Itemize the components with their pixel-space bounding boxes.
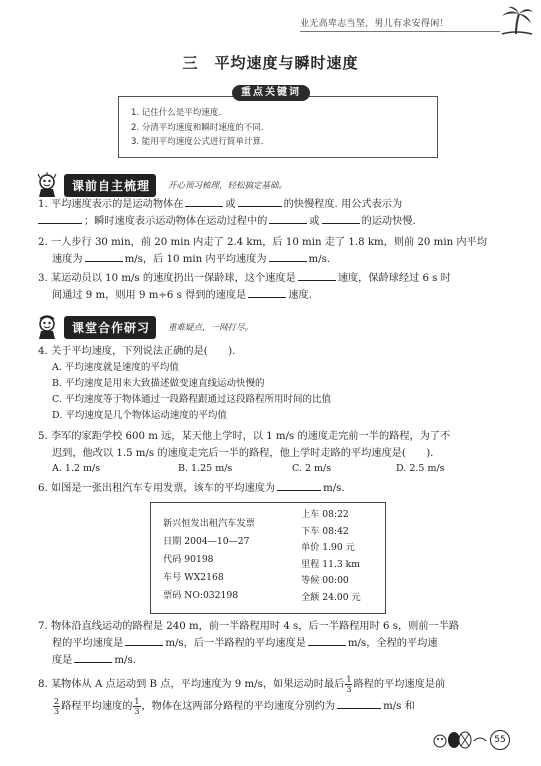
- q8-text: 路程平均速度的: [61, 701, 133, 712]
- fraction-denominator: 3: [134, 706, 140, 716]
- invoice-line: 新兴恒发出租汽车发票: [163, 518, 255, 529]
- answer-blank[interactable]: [85, 251, 123, 262]
- q2-text: 2. 一人步行 30 min，前 20 min 内走了 2.4 km，后 10 min 走了 1.8 km，则前 20 min 内平均: [38, 237, 487, 248]
- q1-text: 或: [225, 199, 236, 210]
- caterpillar-icon: [432, 727, 488, 751]
- section-title-practice: 课堂合作研习: [64, 316, 156, 339]
- question-6: [38, 480, 518, 497]
- answer-blank[interactable]: [125, 635, 163, 646]
- q8-text: ，物体在这两部分路程的平均速度分别约为: [141, 701, 336, 712]
- answer-blank[interactable]: [322, 213, 360, 224]
- q8-text: 8. 某物体从 A 点运动到 B 点，平均速度为 9 m/s，如果运动时最后: [38, 679, 345, 690]
- q1-text: 的快慢程度. 用公式表示为: [283, 199, 403, 210]
- section-title-preview: 课前自主梳理: [64, 174, 156, 197]
- header-slogan: 业无高卑志当坚，男儿有求安得闲！: [300, 19, 449, 29]
- section-header-preview: [34, 172, 287, 198]
- mascot-icon: [34, 314, 60, 340]
- page-title: 三 平均速度与瞬时速度: [182, 54, 359, 72]
- invoice-line: 车号 WX2168: [163, 572, 224, 583]
- invoice-line: 票码 NO:032198: [163, 590, 239, 601]
- answer-blank[interactable]: [238, 196, 282, 207]
- fraction-numerator: 1: [346, 674, 352, 684]
- answer-blank[interactable]: [38, 213, 82, 224]
- q3-text: 速度.: [288, 290, 312, 301]
- section-note-preview: 开心预习梳理，轻松搞定基础。: [168, 181, 288, 191]
- q4-option-c[interactable]: C. 平均速度等于物体通过一段路程跟通过这段路程所用时间的比值: [52, 394, 331, 405]
- fraction: [53, 697, 60, 716]
- fraction-numerator: 2: [54, 696, 60, 706]
- q3-text: 间通过 9 m，则用 9 m÷6 s 得到的速度是: [52, 290, 247, 301]
- invoice-line: 下车 08:42: [301, 525, 349, 537]
- section-header-practice: [34, 314, 253, 340]
- q6-text: 6. 如图是一张出租汽车专用发票，该车的平均速度为: [38, 483, 276, 494]
- answer-blank[interactable]: [269, 213, 307, 224]
- question-8: [38, 674, 518, 718]
- q5-option-b[interactable]: B. 1.25 m/s: [178, 463, 233, 474]
- mascot-icon: [34, 172, 60, 198]
- objectives-badge: 重点关键词: [232, 85, 310, 101]
- section-note-practice: 重难疑点，一网打尽。: [168, 323, 254, 333]
- page-number: 55: [490, 730, 510, 750]
- answer-blank[interactable]: [277, 480, 321, 491]
- q5-text: 5. 李军的家距学校 600 m 远，某天他上学时，以 1 m/s 的速度走完前一半的路程，为了不: [38, 431, 451, 442]
- q5-option-c[interactable]: C. 2 m/s: [292, 463, 332, 474]
- q3-text: 3. 某运动员以 10 m/s 的速度扔出一保龄球，这个速度是: [38, 273, 296, 284]
- q2-text: m/s，后 10 min 内平均速度为: [124, 254, 267, 265]
- taxi-invoice: [150, 502, 386, 614]
- q4-option-a[interactable]: A. 平均速度就是速度的平均值: [52, 362, 179, 373]
- q5-option-a[interactable]: A. 1.2 m/s: [52, 463, 101, 474]
- q5-text: 迟到，他改以 1.5 m/s 的速度走完后一半的路程，他上学时走路的平均速度是( ).: [52, 448, 434, 459]
- q4-option-d[interactable]: D. 平均速度是几个物体运动速度的平均值: [52, 410, 227, 421]
- invoice-line: 代码 90198: [163, 554, 214, 565]
- answer-blank[interactable]: [248, 287, 286, 298]
- answer-blank[interactable]: [269, 251, 307, 262]
- q8-text: 路程的平均速度是前: [353, 679, 446, 690]
- q4-option-b[interactable]: B. 平均速度是用来大致描述做变速直线运动快慢的: [52, 378, 265, 389]
- q1-text: 或: [309, 216, 320, 227]
- fraction: [345, 675, 352, 694]
- answer-blank[interactable]: [298, 270, 336, 281]
- question-4: [38, 343, 518, 360]
- q2-text: 速度为: [52, 254, 83, 265]
- objective-item: 1. 记住什么是平均速度.: [131, 108, 222, 118]
- q4-options: [52, 360, 331, 424]
- fraction: [133, 697, 140, 716]
- question-7: [38, 618, 518, 669]
- q1-text: ；瞬时速度表示运动物体在运动过程中的: [84, 216, 268, 227]
- objective-item: 3. 能用平均速度公式进行简单计算.: [131, 137, 264, 147]
- q1-text: 1. 平均速度表示的是运动物体在: [38, 199, 184, 210]
- header-rule: [300, 31, 500, 32]
- question-1: [38, 196, 518, 230]
- invoice-left-column: [163, 515, 255, 605]
- invoice-line: 全额 24.00 元: [301, 591, 361, 603]
- fraction-numerator: 1: [134, 696, 140, 706]
- question-3: [38, 270, 518, 304]
- invoice-line: 等候 00:00: [301, 575, 349, 587]
- question-2: [38, 234, 518, 268]
- answer-blank[interactable]: [308, 635, 346, 646]
- q6-text: m/s.: [323, 483, 345, 494]
- q7-text: m/s.: [114, 655, 136, 666]
- invoice-line: 上车 08:22: [301, 509, 349, 520]
- q8-text: m/s 和: [383, 701, 415, 712]
- invoice-right-column: [301, 507, 361, 607]
- question-5: [38, 428, 518, 462]
- fraction-denominator: 3: [346, 684, 352, 694]
- q1-text: 的运动快慢.: [361, 216, 416, 227]
- q7-text: m/s，后一半路程的平均速度是: [165, 638, 306, 649]
- objective-item: 2. 分清平均速度和瞬时速度的不同.: [131, 122, 264, 133]
- invoice-line: 日期 2004—10—27: [163, 536, 250, 547]
- answer-blank[interactable]: [337, 698, 381, 709]
- answer-blank[interactable]: [185, 196, 223, 207]
- palm-tree-icon: [498, 4, 534, 36]
- q3-text: 速度，保龄球经过 6 s 时: [337, 273, 451, 284]
- q5-option-d[interactable]: D. 2.5 m/s: [396, 463, 445, 474]
- q4-stem: 4. 关于平均速度，下列说法正确的是( ).: [38, 346, 236, 357]
- invoice-line: 单价 1.90 元: [301, 542, 355, 554]
- q2-text: m/s.: [308, 254, 331, 265]
- objectives-box: [118, 96, 438, 158]
- invoice-line: 里程 11.3 km: [301, 558, 360, 570]
- q7-text: 7. 物体沿直线运动的路程是 240 m，前一半路程用时 4 s，后一半路程用时 6 s，则前一半路: [38, 621, 460, 632]
- q7-text: 程的平均速度是: [52, 638, 124, 649]
- q7-text: m/s，全程的平均速: [347, 638, 438, 649]
- answer-blank[interactable]: [74, 652, 112, 663]
- fraction-denominator: 3: [54, 706, 60, 716]
- q7-text: 度是: [52, 655, 73, 666]
